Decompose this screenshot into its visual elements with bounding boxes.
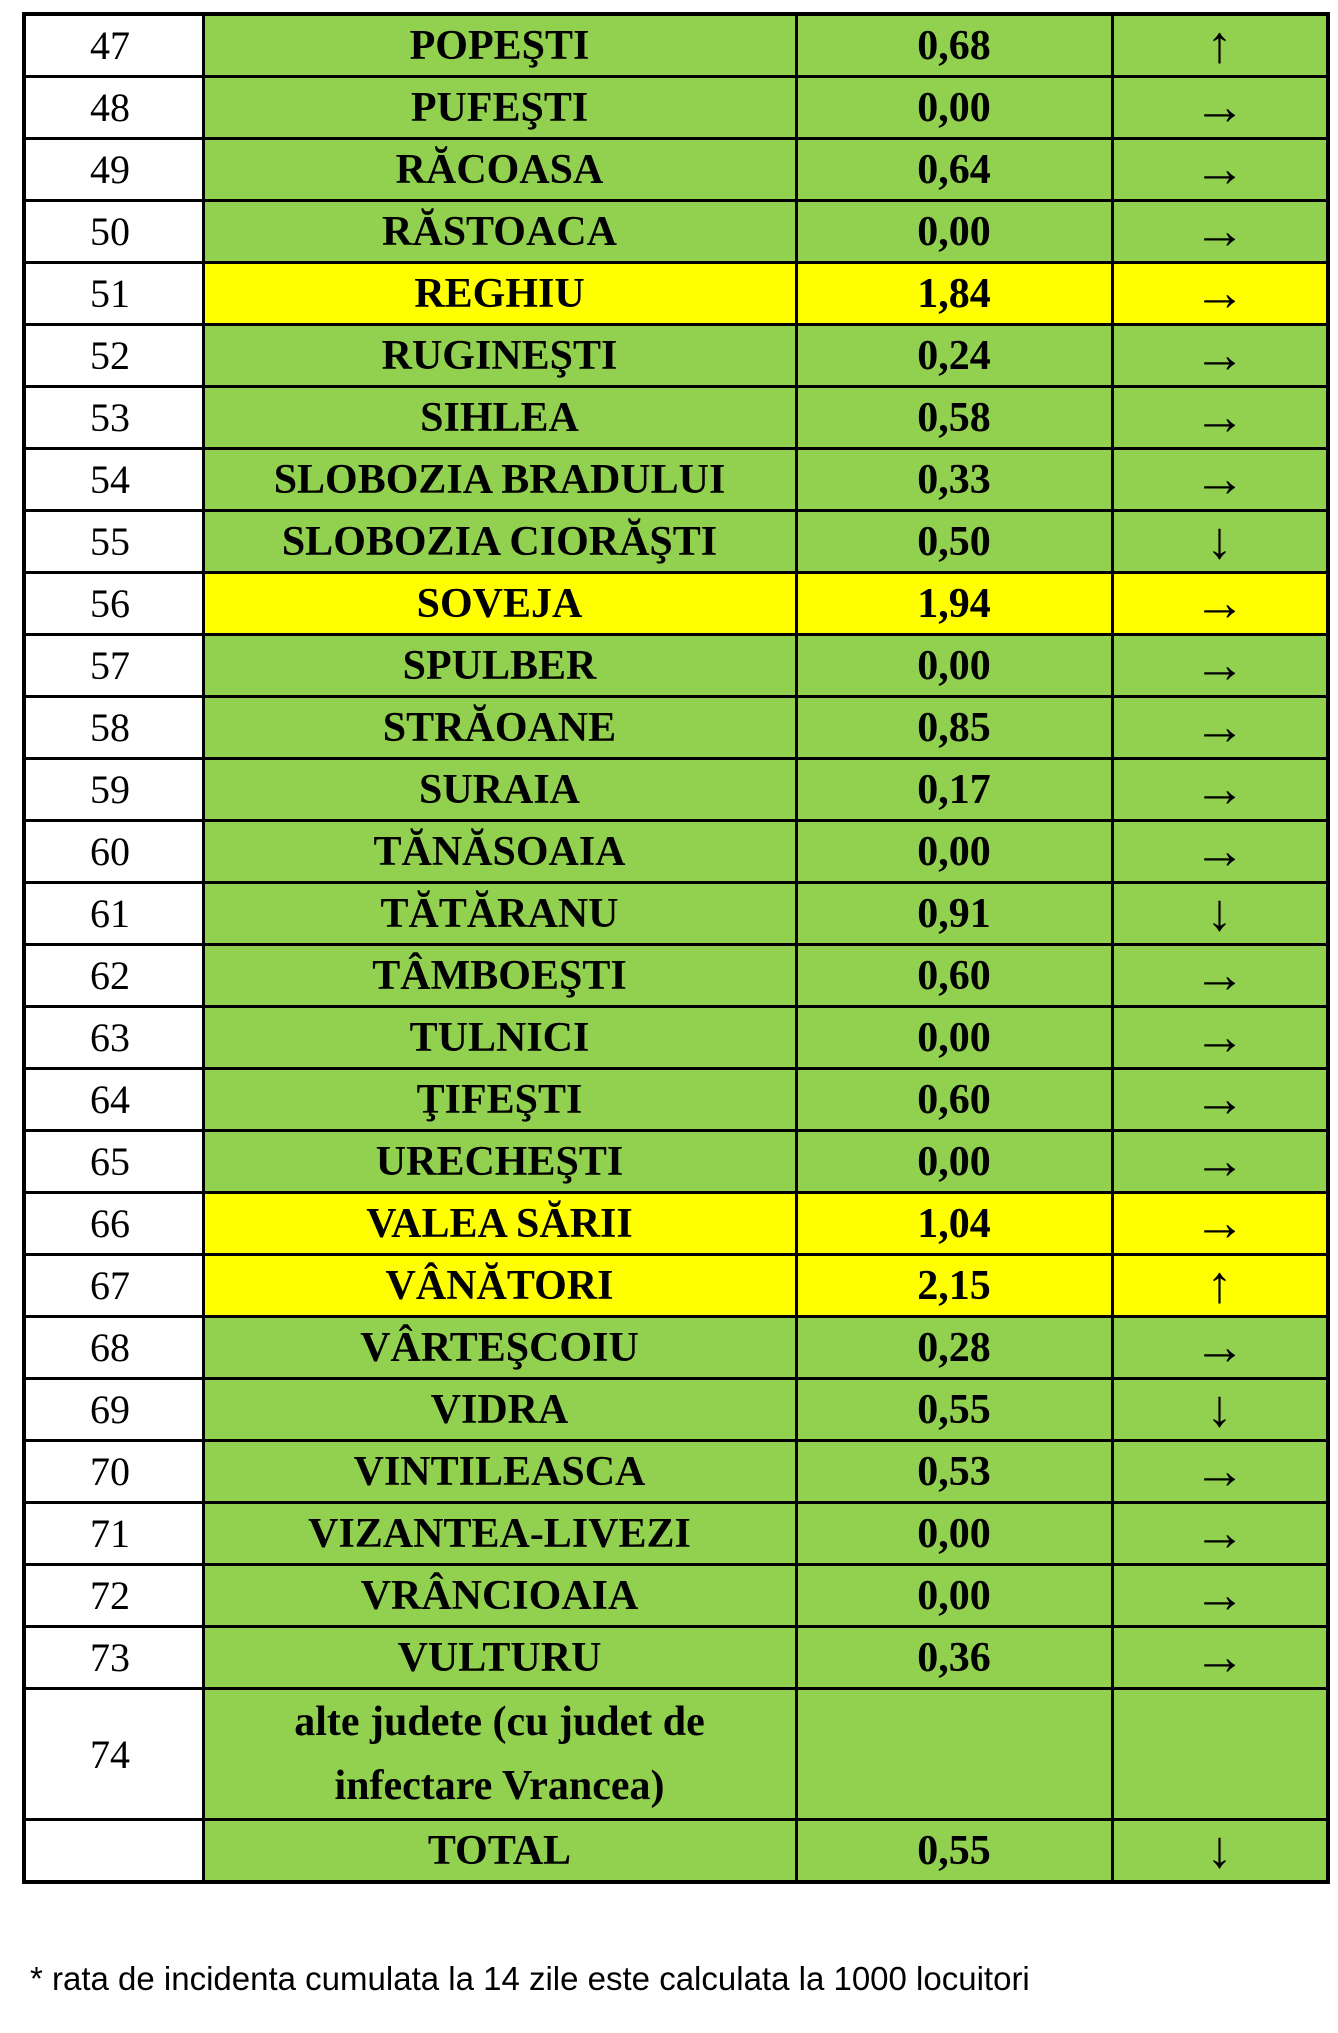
table-row <box>24 1007 1328 1069</box>
row-number: 64 <box>24 1069 203 1131</box>
trend-arrow: → <box>1112 387 1328 449</box>
row-number: 68 <box>24 1317 203 1379</box>
locality-name: RUGINEŞTI <box>203 325 796 387</box>
table-row <box>24 1069 1328 1131</box>
row-number: 70 <box>24 1441 203 1503</box>
locality-name: RĂCOASA <box>203 139 796 201</box>
locality-name: SURAIA <box>203 759 796 821</box>
table-row <box>24 449 1328 511</box>
incidence-value: 0,24 <box>796 325 1112 387</box>
locality-name: ŢIFEŞTI <box>203 1069 796 1131</box>
incidence-value: 1,84 <box>796 263 1112 325</box>
incidence-value: 0,60 <box>796 945 1112 1007</box>
trend-arrow: ↑ <box>1112 14 1328 77</box>
total-label: TOTAL <box>203 1820 796 1883</box>
trend-arrow: → <box>1112 1441 1328 1503</box>
table-row <box>24 263 1328 325</box>
trend-arrow: → <box>1112 635 1328 697</box>
table-row <box>24 573 1328 635</box>
row-number: 73 <box>24 1627 203 1689</box>
row-number: 56 <box>24 573 203 635</box>
trend-arrow: → <box>1112 1193 1328 1255</box>
locality-name: SOVEJA <box>203 573 796 635</box>
table-row <box>24 1503 1328 1565</box>
incidence-value: 0,36 <box>796 1627 1112 1689</box>
table-row <box>24 1317 1328 1379</box>
table-row <box>24 1379 1328 1441</box>
incidence-value <box>796 1689 1112 1820</box>
trend-arrow: → <box>1112 1317 1328 1379</box>
row-number: 62 <box>24 945 203 1007</box>
trend-arrow: ↓ <box>1112 1379 1328 1441</box>
row-number: 67 <box>24 1255 203 1317</box>
total-row <box>24 1820 1328 1883</box>
row-number: 59 <box>24 759 203 821</box>
table-row <box>24 511 1328 573</box>
locality-name: TULNICI <box>203 1007 796 1069</box>
incidence-value: 0,91 <box>796 883 1112 945</box>
trend-arrow: → <box>1112 325 1328 387</box>
trend-arrow: → <box>1112 1627 1328 1689</box>
incidence-value: 0,33 <box>796 449 1112 511</box>
locality-name: VRÂNCIOAIA <box>203 1565 796 1627</box>
incidence-table-body <box>24 14 1328 1882</box>
other-counties-line-2: infectare Vrancea) <box>334 1763 665 1809</box>
row-number: 57 <box>24 635 203 697</box>
locality-name: SPULBER <box>203 635 796 697</box>
table-row <box>24 759 1328 821</box>
trend-arrow: → <box>1112 697 1328 759</box>
locality-name: PUFEŞTI <box>203 77 796 139</box>
row-number: 48 <box>24 77 203 139</box>
total-value: 0,55 <box>796 1820 1112 1883</box>
table-row <box>24 1565 1328 1627</box>
incidence-value: 0,64 <box>796 139 1112 201</box>
row-number: 55 <box>24 511 203 573</box>
incidence-value: 1,94 <box>796 573 1112 635</box>
row-number: 54 <box>24 449 203 511</box>
incidence-value: 0,00 <box>796 1007 1112 1069</box>
row-number: 53 <box>24 387 203 449</box>
incidence-value: 0,00 <box>796 1131 1112 1193</box>
table-row <box>24 883 1328 945</box>
table-row <box>24 1193 1328 1255</box>
incidence-value: 0,28 <box>796 1317 1112 1379</box>
table-row <box>24 945 1328 1007</box>
incidence-value: 0,58 <box>796 387 1112 449</box>
locality-name: VALEA SĂRII <box>203 1193 796 1255</box>
row-number: 58 <box>24 697 203 759</box>
other-counties-line-1: alte judete (cu judet de <box>294 1699 705 1745</box>
locality-name: VÂNĂTORI <box>203 1255 796 1317</box>
incidence-value: 0,00 <box>796 635 1112 697</box>
trend-arrow <box>1112 1689 1328 1820</box>
table-row <box>24 387 1328 449</box>
table-row <box>24 77 1328 139</box>
row-number: 74 <box>24 1689 203 1820</box>
table-row <box>24 635 1328 697</box>
total-trend-arrow: ↓ <box>1112 1820 1328 1883</box>
row-number: 52 <box>24 325 203 387</box>
table-row <box>24 697 1328 759</box>
trend-arrow: → <box>1112 201 1328 263</box>
incidence-value: 0,50 <box>796 511 1112 573</box>
locality-name: STRĂOANE <box>203 697 796 759</box>
incidence-value: 0,53 <box>796 1441 1112 1503</box>
locality-name: VÂRTEŞCOIU <box>203 1317 796 1379</box>
incidence-value: 0,68 <box>796 14 1112 77</box>
row-number: 66 <box>24 1193 203 1255</box>
incidence-value: 0,00 <box>796 1503 1112 1565</box>
incidence-value: 0,17 <box>796 759 1112 821</box>
row-number: 71 <box>24 1503 203 1565</box>
table-row <box>24 14 1328 77</box>
trend-arrow: → <box>1112 759 1328 821</box>
row-number: 69 <box>24 1379 203 1441</box>
trend-arrow: ↑ <box>1112 1255 1328 1317</box>
table-row <box>24 325 1328 387</box>
table-row <box>24 201 1328 263</box>
locality-name: VINTILEASCA <box>203 1441 796 1503</box>
locality-name: POPEŞTI <box>203 14 796 77</box>
row-number: 51 <box>24 263 203 325</box>
trend-arrow: → <box>1112 449 1328 511</box>
trend-arrow: ↓ <box>1112 511 1328 573</box>
other-counties-row <box>24 1689 1328 1820</box>
trend-arrow: → <box>1112 1565 1328 1627</box>
trend-arrow: ↓ <box>1112 883 1328 945</box>
trend-arrow: → <box>1112 945 1328 1007</box>
locality-name: VIZANTEA-LIVEZI <box>203 1503 796 1565</box>
trend-arrow: → <box>1112 821 1328 883</box>
footnote: * rata de incidenta cumulata la 14 zile este calculata la 1000 locuitori <box>30 1960 1030 1997</box>
table-row <box>24 139 1328 201</box>
locality-name: TĂTĂRANU <box>203 883 796 945</box>
trend-arrow: → <box>1112 263 1328 325</box>
incidence-value: 1,04 <box>796 1193 1112 1255</box>
row-number: 50 <box>24 201 203 263</box>
incidence-value: 0,00 <box>796 1565 1112 1627</box>
incidence-value: 0,00 <box>796 77 1112 139</box>
locality-name: RĂSTOACA <box>203 201 796 263</box>
row-number: 63 <box>24 1007 203 1069</box>
locality-name: REGHIU <box>203 263 796 325</box>
incidence-value: 0,55 <box>796 1379 1112 1441</box>
trend-arrow: → <box>1112 1131 1328 1193</box>
locality-name: SIHLEA <box>203 387 796 449</box>
table-row <box>24 1441 1328 1503</box>
locality-name <box>203 1689 796 1820</box>
incidence-value: 0,60 <box>796 1069 1112 1131</box>
row-number: 72 <box>24 1565 203 1627</box>
table-row <box>24 1627 1328 1689</box>
locality-name: TĂNĂSOAIA <box>203 821 796 883</box>
trend-arrow: → <box>1112 1007 1328 1069</box>
row-number: 49 <box>24 139 203 201</box>
locality-name: URECHEŞTI <box>203 1131 796 1193</box>
trend-arrow: → <box>1112 139 1328 201</box>
row-number: 47 <box>24 14 203 77</box>
row-number <box>24 1820 203 1883</box>
locality-name: VULTURU <box>203 1627 796 1689</box>
locality-name: SLOBOZIA BRADULUI <box>203 449 796 511</box>
incidence-value: 0,00 <box>796 201 1112 263</box>
locality-name: TÂMBOEŞTI <box>203 945 796 1007</box>
row-number: 60 <box>24 821 203 883</box>
incidence-value: 0,85 <box>796 697 1112 759</box>
trend-arrow: → <box>1112 77 1328 139</box>
table-row <box>24 1131 1328 1193</box>
table-row <box>24 821 1328 883</box>
table-row <box>24 1255 1328 1317</box>
trend-arrow: → <box>1112 573 1328 635</box>
row-number: 61 <box>24 883 203 945</box>
incidence-table <box>22 12 1330 1884</box>
trend-arrow: → <box>1112 1069 1328 1131</box>
trend-arrow: → <box>1112 1503 1328 1565</box>
locality-name: SLOBOZIA CIORĂŞTI <box>203 511 796 573</box>
incidence-value: 0,00 <box>796 821 1112 883</box>
row-number: 65 <box>24 1131 203 1193</box>
locality-name: VIDRA <box>203 1379 796 1441</box>
incidence-value: 2,15 <box>796 1255 1112 1317</box>
